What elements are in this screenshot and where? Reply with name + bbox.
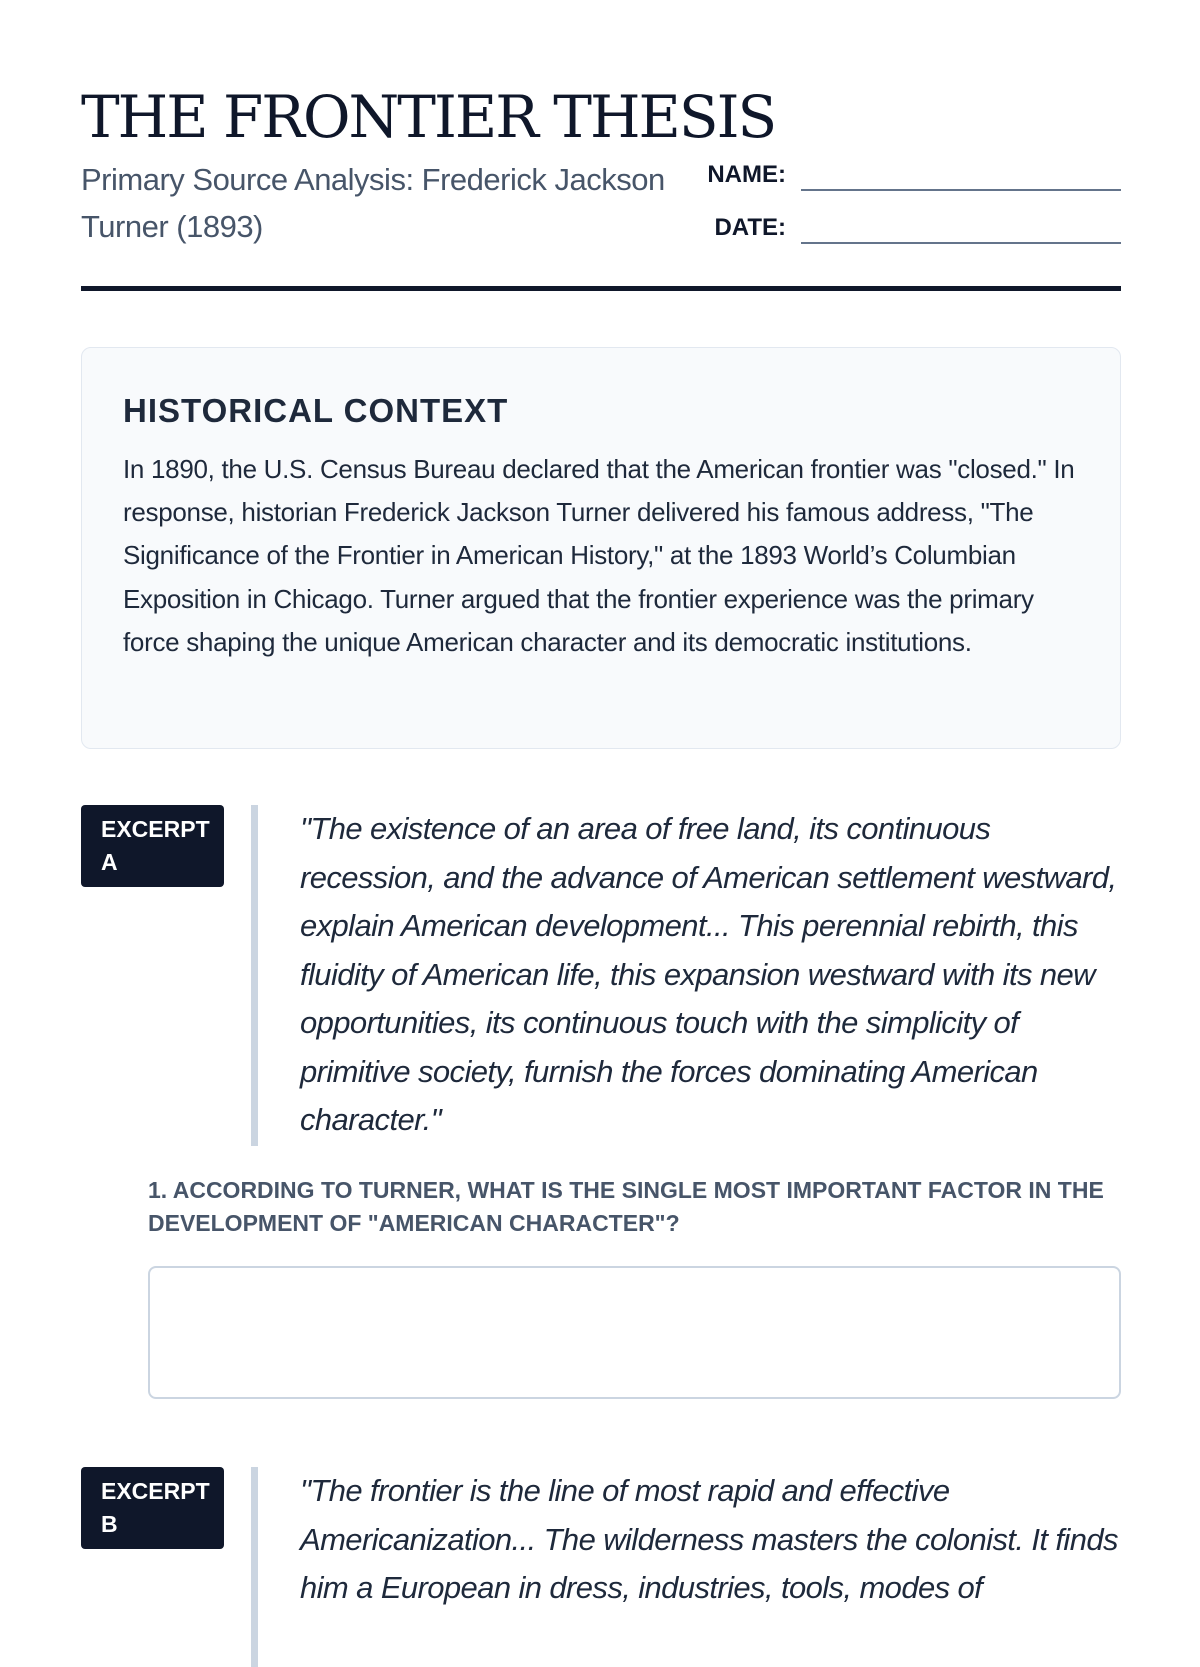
question-1: 1. ACCORDING TO TURNER, WHAT IS THE SINGLE MOST IMPORTANT FACTOR IN THE DEVELOPMENT OF "AMERICAN CHARACTER"? <box>148 1177 1104 1236</box>
answer-box-1[interactable] <box>148 1266 1121 1399</box>
excerpt-a-quote <box>251 805 1121 1146</box>
excerpt-b-badge: EXCERPT B <box>81 1467 224 1549</box>
date-input-line[interactable] <box>801 242 1121 244</box>
excerpt-a-badge: EXCERPT A <box>81 805 224 887</box>
context-body: In 1890, the U.S. Census Bureau declared that the American frontier was "closed." In response, historian Frederick Jackson Turner delivered his famous address, "The Significance of the Frontier in American History," at the 1893 World’s Columbian Exposition in Chicago. Turner argued that the frontier experience was the primary force shaping the unique American character and its democratic institutions. <box>123 454 1075 657</box>
header-divider <box>81 286 1121 291</box>
page-title: THE FRONTIER THESIS <box>81 83 776 151</box>
excerpt-a-text: "The existence of an area of free land, its continuous recession, and the advance of American settlement westward, explain American development... This perennial rebirth, this fluidity of American life, this expansion westward with its new opportunities, its continuous touch with the simplicity of primitive society, furnish the forces dominating American character." <box>300 811 1117 1137</box>
name-field[interactable] <box>701 158 1121 198</box>
historical-context-box <box>81 347 1121 749</box>
context-heading: HISTORICAL CONTEXT <box>123 392 509 429</box>
excerpt-b-quote <box>251 1467 1121 1667</box>
excerpt-b-text: "The frontier is the line of most rapid and effective Americanization... The wilderness masters the colonist. It finds him a European in dress, industries, tools, modes of <box>300 1473 1118 1605</box>
name-label: NAME: <box>707 161 786 188</box>
date-field[interactable] <box>701 211 1121 251</box>
date-label: DATE: <box>714 214 786 241</box>
name-input-line[interactable] <box>801 189 1121 191</box>
page-subtitle: Primary Source Analysis: Frederick Jackson Turner (1893) <box>81 162 665 244</box>
